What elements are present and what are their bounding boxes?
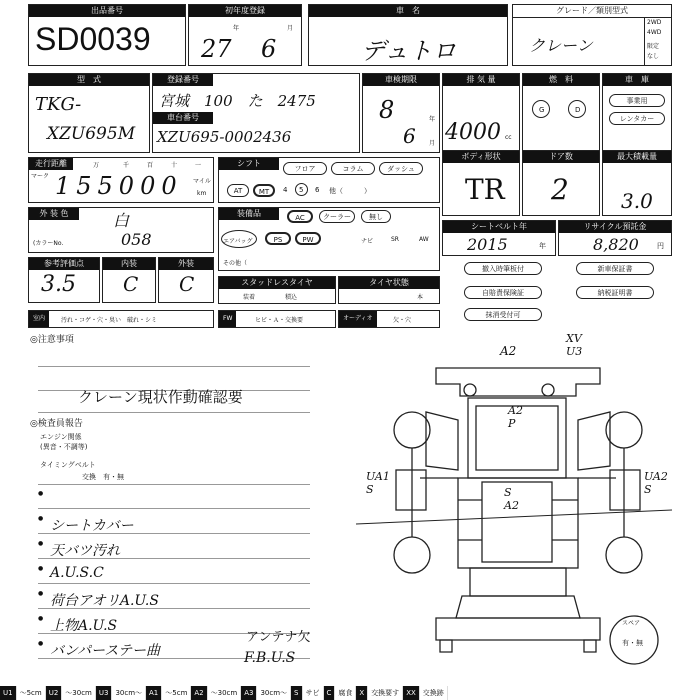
fw-label: FW bbox=[219, 311, 236, 327]
equip-pw: PW bbox=[295, 232, 321, 245]
drive-option-limited: 限定 bbox=[647, 43, 660, 50]
doc-deregistration: 抹消受付可 bbox=[464, 308, 542, 321]
fuel-option-d: D bbox=[575, 106, 581, 114]
damage-mark-cab: A2 P bbox=[508, 404, 523, 430]
legend-code: A3 bbox=[241, 686, 257, 700]
legend-code: U2 bbox=[46, 686, 63, 700]
car-name-box bbox=[308, 4, 508, 66]
interior-grade: C bbox=[123, 272, 139, 296]
usage-rental: レンタカー bbox=[609, 112, 665, 125]
legend-text: サビ bbox=[303, 686, 324, 700]
model-prefix: TKG- bbox=[35, 94, 82, 115]
drive-option-4wd: 4WD bbox=[647, 29, 662, 36]
legend-code: XX bbox=[403, 686, 420, 700]
studless-label: スタッドレスタイヤ bbox=[219, 277, 335, 289]
inspector-bullet: ● bbox=[38, 615, 44, 622]
legend-text: 30cm～ bbox=[257, 686, 291, 700]
inspector-rule bbox=[38, 508, 310, 509]
legend-text: ～5cm bbox=[162, 686, 191, 700]
grade: クレーン bbox=[529, 36, 593, 55]
car-name: デュトロ bbox=[361, 37, 457, 65]
mileage-unit-ju: 十 bbox=[171, 162, 178, 169]
exterior-grade: C bbox=[179, 272, 195, 296]
chassis-number: XZU695-0002436 bbox=[157, 128, 292, 146]
notes-rule-3 bbox=[38, 412, 310, 413]
legend-code: S bbox=[291, 686, 302, 700]
inspector-bullet: ● bbox=[38, 515, 44, 522]
seatbelt-label: シートベルト年 bbox=[443, 221, 555, 233]
studless-installed: 装着 bbox=[243, 294, 256, 301]
first-registration-month: 6 bbox=[261, 35, 277, 63]
exterior-color: 白 bbox=[113, 211, 130, 230]
engine-label: エンジン関係 bbox=[40, 433, 82, 441]
side-note-antenna: アンテナ欠 bbox=[246, 630, 311, 645]
equip-airbag: エアバッグ bbox=[223, 238, 253, 245]
inspector-title: ◎検査員報告 bbox=[30, 419, 83, 429]
first-registration-year: 27 bbox=[201, 35, 232, 63]
shift-column: コラム bbox=[331, 162, 375, 175]
damage-mark-center: S A2 bbox=[504, 486, 519, 512]
lot-number-box bbox=[28, 4, 186, 66]
legend-code: X bbox=[356, 686, 368, 700]
mileage-unit-ichi: 一 bbox=[195, 162, 202, 169]
fw-condition: ヒビ・Ａ・交換要 bbox=[255, 317, 304, 324]
engine-sub: (異音・不調等) bbox=[40, 443, 88, 451]
spare-options: 有・無 bbox=[622, 639, 643, 647]
doc-insurance: 自賠責保険証 bbox=[464, 286, 542, 299]
recycle-fee: 8,820 bbox=[593, 235, 639, 254]
mileage-mark-label: マーク bbox=[31, 173, 50, 180]
mileage-unit-km: km bbox=[197, 190, 207, 197]
legend-text: ～30cm bbox=[62, 686, 96, 700]
studless-box bbox=[218, 276, 336, 304]
damage-mark-left: UA1 S bbox=[366, 470, 390, 496]
drive-option-2wd: 2WD bbox=[647, 19, 662, 26]
shift-at: AT bbox=[227, 184, 249, 197]
chassis-label: 車台番号 bbox=[153, 112, 213, 124]
model-box bbox=[28, 73, 150, 153]
score-box bbox=[28, 257, 100, 303]
doc-tax: 納税証明書 bbox=[576, 286, 654, 299]
shift-other: 他（ ） bbox=[329, 187, 371, 195]
shift-floor: フロア bbox=[283, 162, 327, 175]
inspector-bullet: ● bbox=[38, 540, 44, 547]
notes-title: ◎注意事項 bbox=[30, 335, 74, 345]
inspection-label: 車検期限 bbox=[363, 74, 439, 86]
legend-code: U3 bbox=[96, 686, 113, 700]
legend-text: 腐食 bbox=[335, 686, 356, 700]
tire-box bbox=[338, 276, 440, 304]
capacity: 3.0 bbox=[621, 189, 653, 213]
legend-code: U1 bbox=[0, 686, 17, 700]
shift-4: 4 bbox=[283, 186, 288, 194]
fuel-box bbox=[522, 73, 600, 153]
studless-loaded: 積込 bbox=[285, 294, 298, 301]
audio-condition: 欠・穴 bbox=[393, 317, 412, 324]
usage-box bbox=[602, 73, 672, 153]
notes-rule-1 bbox=[38, 366, 310, 367]
exterior-grade-label: 外装 bbox=[159, 258, 213, 270]
drive-option-none: なし bbox=[647, 53, 660, 60]
doc-warranty: 新車保証書 bbox=[576, 262, 654, 275]
mileage-unit-man: 万 bbox=[93, 162, 100, 169]
audio-box bbox=[338, 310, 440, 328]
displacement-unit: cc bbox=[505, 134, 512, 141]
doors-box bbox=[522, 150, 600, 216]
shift-dash: ダッシュ bbox=[379, 162, 423, 175]
first-registration-label: 初年度登録 bbox=[189, 5, 301, 17]
inspector-rule bbox=[38, 583, 310, 584]
color-code-label: (カラーNo. bbox=[33, 240, 64, 247]
shift-6: 6 bbox=[315, 186, 320, 194]
legend-text: 30cm～ bbox=[112, 686, 146, 700]
equip-ps: PS bbox=[265, 232, 291, 245]
inspector-item: バンパーステー曲 bbox=[50, 643, 161, 659]
grade-label: グレード／類別型式 bbox=[513, 5, 671, 18]
damage-mark-top: A2 bbox=[500, 344, 517, 358]
mileage-unit-sen: 千 bbox=[123, 162, 130, 169]
inspection-year-unit: 年 bbox=[429, 116, 436, 123]
doc-entry-plate: 撤入時筆板付 bbox=[464, 262, 542, 275]
legend-code: A1 bbox=[146, 686, 162, 700]
model-code: XZU695M bbox=[47, 124, 136, 144]
fw-box bbox=[218, 310, 336, 328]
shift-mt: MT bbox=[253, 184, 275, 197]
damage-mark-right-top: XV U3 bbox=[566, 332, 583, 358]
body-type-label: ボディ形状 bbox=[443, 151, 519, 163]
recycle-box bbox=[558, 220, 672, 256]
fuel-option-g: G bbox=[539, 106, 545, 114]
fuel-label: 燃 料 bbox=[523, 74, 599, 86]
mileage-box bbox=[28, 157, 214, 203]
shift-box bbox=[218, 157, 440, 203]
doors-label: ドア数 bbox=[523, 151, 599, 163]
interior-condition: 汚れ・コゲ・穴・臭い 破れ・シミ bbox=[61, 317, 158, 324]
score: 3.5 bbox=[41, 272, 76, 297]
fuel-option-d-circle bbox=[568, 100, 586, 118]
displacement-label: 排 気 量 bbox=[443, 74, 519, 86]
body-type-box bbox=[442, 150, 520, 216]
interior-grade-label: 内装 bbox=[103, 258, 155, 270]
legend-text: 交換跡 bbox=[420, 686, 448, 700]
shift-label: シフト bbox=[219, 158, 279, 170]
color-label: 外 装 色 bbox=[29, 208, 79, 220]
legend-text: 交換要す bbox=[368, 686, 403, 700]
seatbelt-year-unit: 年 bbox=[539, 242, 546, 250]
inspection-month-unit: 月 bbox=[429, 140, 436, 147]
legend-text: ～30cm bbox=[208, 686, 242, 700]
doors: 2 bbox=[551, 173, 569, 206]
tire-label: タイヤ状態 bbox=[339, 277, 439, 289]
color-box bbox=[28, 207, 214, 253]
seatbelt-box bbox=[442, 220, 556, 256]
mileage-label: 走行距離 bbox=[29, 158, 73, 170]
shift-5-circle bbox=[295, 183, 308, 196]
inspector-item: シートカバー bbox=[50, 518, 134, 534]
inspection-box bbox=[362, 73, 440, 153]
year-unit: 年 bbox=[233, 25, 240, 32]
interior-grade-box bbox=[102, 257, 156, 303]
displacement-box bbox=[442, 73, 520, 153]
capacity-box bbox=[602, 150, 672, 216]
inspector-bullet: ● bbox=[38, 590, 44, 597]
recycle-label: リサイクル預託金 bbox=[559, 221, 671, 233]
body-type: TR bbox=[465, 173, 505, 206]
equip-ac: AC bbox=[287, 210, 313, 223]
inspector-bullet: ● bbox=[38, 565, 44, 572]
inspection-month: 6 bbox=[403, 124, 416, 148]
damage-mark-right: UA2 S bbox=[644, 470, 668, 496]
shift-5: 5 bbox=[299, 186, 304, 194]
equip-sr: SR bbox=[391, 236, 399, 243]
equip-none: 無し bbox=[361, 210, 391, 223]
registration-box bbox=[152, 73, 360, 153]
interior-condition-box bbox=[28, 310, 214, 328]
note-crane-check: クレーン現状作動確認要 bbox=[78, 388, 243, 406]
interior-condition-label: 室内 bbox=[29, 311, 49, 327]
side-note-fbus: F.B.U.S bbox=[244, 650, 296, 666]
mileage-unit-mile: マイル bbox=[193, 178, 211, 185]
equipment-label: 装備品 bbox=[219, 208, 279, 220]
car-name-label: 車 名 bbox=[309, 5, 507, 17]
month-unit: 月 bbox=[287, 25, 294, 32]
usage-business: 事業用 bbox=[609, 94, 665, 107]
color-code: 058 bbox=[121, 230, 152, 249]
registration-label: 登録番号 bbox=[153, 74, 213, 86]
equip-navi: ナビ bbox=[361, 238, 374, 245]
recycle-fee-unit: 円 bbox=[657, 242, 664, 250]
tire-unit: 本 bbox=[417, 294, 424, 301]
seatbelt-year: 2015 bbox=[467, 235, 508, 254]
equip-airbag-circle bbox=[221, 230, 257, 248]
inspector-bullet: ● bbox=[38, 640, 44, 647]
equipment-box bbox=[218, 207, 440, 271]
belt-sub: 交換 有・無 bbox=[82, 473, 124, 481]
equip-other: その他（ bbox=[223, 260, 248, 267]
legend-text: ～5cm bbox=[17, 686, 46, 700]
documents-box bbox=[442, 258, 672, 326]
displacement: 4000 bbox=[445, 120, 501, 145]
registration-number: 宮城 100 た 2475 bbox=[159, 92, 316, 110]
fuel-option-g-circle bbox=[532, 100, 550, 118]
inspector-bullet: ● bbox=[38, 490, 44, 497]
inspector-item: A.U.S.C bbox=[50, 565, 104, 581]
equip-cooler: クーラー bbox=[319, 210, 355, 223]
lot-number-label: 出品番号 bbox=[29, 5, 185, 17]
exterior-grade-box bbox=[158, 257, 214, 303]
model-label: 型 式 bbox=[29, 74, 149, 86]
usage-label: 車 庫 bbox=[603, 74, 671, 86]
audio-label: オーディオ bbox=[339, 311, 377, 327]
inspector-rule-0 bbox=[38, 484, 310, 485]
legend-bar bbox=[0, 686, 700, 700]
mileage-unit-hyaku: 百 bbox=[147, 162, 154, 169]
spare-label: スペア bbox=[622, 620, 641, 627]
legend-code: C bbox=[324, 686, 336, 700]
inspector-item: 上物A.U.S bbox=[50, 618, 118, 634]
equip-aw: AW bbox=[419, 236, 429, 243]
belt-label: タイミングベルト bbox=[40, 461, 96, 469]
first-registration-box bbox=[188, 4, 302, 66]
capacity-label: 最大積載量 bbox=[603, 151, 671, 163]
legend-code: A2 bbox=[191, 686, 207, 700]
mileage: 155000 bbox=[55, 172, 183, 200]
lot-number: SD0039 bbox=[35, 21, 151, 57]
inspector-item: 荷台アオリA.U.S bbox=[50, 593, 159, 609]
inspector-item: 天バツ汚れ bbox=[50, 543, 120, 559]
inspection-year: 8 bbox=[379, 96, 395, 124]
score-label: 参考評価点 bbox=[29, 258, 99, 270]
grade-box bbox=[512, 4, 672, 66]
